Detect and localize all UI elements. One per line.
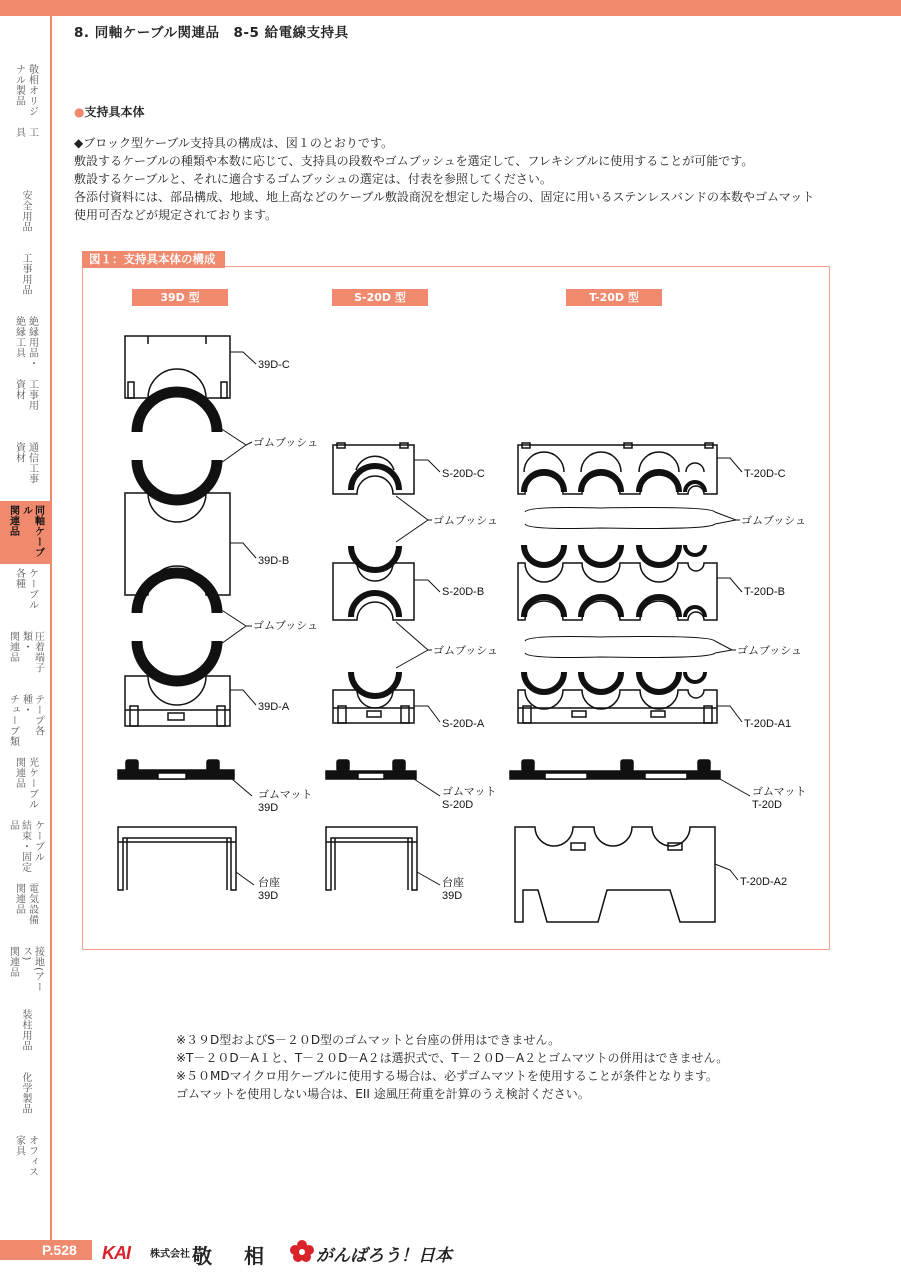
label-line: ゴムマット — [442, 786, 497, 798]
label-line: 台座 — [258, 877, 280, 889]
sidebar-item-label: 化学製品 — [20, 1072, 31, 1114]
mat-t20d — [510, 760, 720, 779]
section-title-text: 支持具本体 — [84, 105, 145, 119]
bush-t20d-2 — [524, 597, 705, 692]
sidebar-item-label: ケーブル — [26, 568, 38, 610]
label-line: ゴムマット — [258, 789, 313, 801]
label-39d-bush-1: ゴムブッシュ — [253, 437, 319, 449]
mat-39d — [118, 760, 234, 779]
bush-s20d-1 — [351, 466, 399, 570]
sidebar-item-label: 関連品 — [7, 631, 19, 663]
company-prefix: 株式会社 — [150, 1249, 190, 1260]
part-39d-b — [125, 493, 230, 595]
base-39d — [118, 827, 236, 890]
description-line: 敷設するケーブルと、それに適合するゴムブッシュの選定は、付表を参照してください。 — [74, 172, 552, 186]
label-s20d-bush-1: ゴムブッシュ — [433, 515, 499, 527]
sidebar-item-label: 通信工事 — [26, 442, 38, 484]
sidebar-item-label: 関連品 — [7, 505, 19, 537]
label-line: T-20D — [752, 799, 782, 811]
description-line: 敷設するケーブルの種類や本数に応じて、支持具の段数やゴムブッシュを選定して、フレキシブルに使用することが可能です。 — [74, 154, 754, 168]
type-label-s20d: S-20D 型 — [332, 289, 428, 306]
sidebar-item-label: 絶縁用品・ — [26, 316, 38, 369]
type-label-39d: 39D 型 — [132, 289, 228, 306]
mat-s20d — [326, 760, 416, 779]
sidebar-item-label: テープ各種・ — [20, 694, 44, 736]
bush-t20d-1 — [524, 472, 705, 565]
label-39d-a: 39D-A — [258, 701, 290, 713]
note-line: ※T－２０D－A１と、T－２０D－A２は選択式で、T－２０D－A２とゴムマツトの併用はできません。 — [176, 1051, 729, 1065]
sidebar-item-label: 工事用 — [26, 379, 38, 411]
sidebar-item-label: 資材 — [13, 379, 25, 400]
sakura-icon — [289, 1239, 315, 1263]
label-line: S-20D — [442, 799, 474, 811]
sidebar-item-label: オフィス — [26, 1135, 38, 1177]
bullet-dot-icon: ● — [74, 105, 85, 119]
sidebar-item-label: 関連品 — [7, 946, 19, 978]
label-s20d-bush-2: ゴムブッシュ — [433, 645, 499, 657]
bush-39d-2 — [137, 573, 217, 681]
type-label-t20d: T-20D 型 — [566, 289, 662, 306]
description-line: ◆ブロック型ケーブル支持具の構成は、図１のとおりです。 — [74, 136, 393, 150]
label-line: ゴムマット — [752, 786, 807, 798]
description-line: 使用可否などが規定されております。 — [74, 208, 278, 222]
label-s20d-a: S-20D-A — [442, 718, 485, 730]
note-line: ゴムマットを使用しない場合は、EII 途風圧荷重を計算のうえ検討ください。 — [176, 1087, 590, 1101]
label-s20d-mat — [442, 786, 496, 812]
sidebar-item-label: 工 — [26, 127, 38, 138]
page-number: P.528 — [42, 1242, 77, 1258]
label-line: 39D — [442, 890, 463, 902]
chapter-title: 8. 同軸ケーブル関連品 — [74, 25, 220, 41]
label-line: 39D — [258, 802, 279, 814]
bush-39d-1 — [137, 392, 217, 500]
base-s20d — [326, 827, 417, 890]
label-39d-base — [258, 877, 280, 903]
description-line: 各添付資料には、部品構成、地域、地上高などのケーブル敷設商況を想定した場合の、固定に用いるステンレスバンドの本数やゴムマット — [74, 190, 815, 204]
sidebar-item-label: 装柱用品 — [20, 1009, 31, 1051]
sidebar-item-label: 家具 — [13, 1135, 25, 1156]
notes — [176, 1031, 728, 1103]
section-number: 8-5 給電線支持具 — [233, 25, 349, 41]
sidebar-item-label: 関連品 — [13, 757, 25, 789]
sidebar-item-label: 関連品 — [13, 883, 25, 915]
sidebar-item-label: ケーブル — [32, 820, 44, 862]
company-name-first: 敬 — [192, 1244, 212, 1268]
part-t20d-a1 — [518, 690, 717, 723]
kai-logo: KAI — [102, 1243, 130, 1263]
figure-title: 図１：支持具本体の構成 — [82, 251, 225, 268]
label-t20d-bush-1: ゴムブッシュ — [741, 515, 807, 527]
sidebar-item-label: 工事用品 — [20, 253, 31, 295]
sidebar-item-label: 光ケーブル — [26, 757, 38, 810]
sidebar-item-label: 具 — [13, 127, 25, 138]
label-39d-b: 39D-B — [258, 555, 290, 567]
sidebar-item-label: 結束・固定品 — [7, 820, 31, 873]
note-line: ※５０MDマイクロ用ケーブルに使用する場合は、必ずゴムマツトを使用することが条件となります。 — [176, 1069, 718, 1083]
label-t20d-mat — [752, 786, 806, 812]
sidebar-item-label: 絶縁工具 — [13, 316, 25, 358]
part-t20d-a2 — [515, 827, 715, 922]
label-line: 台座 — [442, 877, 464, 889]
label-t20d-a1: T-20D-A1 — [744, 718, 792, 730]
sidebar-item-label: 同軸ケーブル — [20, 505, 44, 558]
sidebar-item-label: 圧着端子類・ — [20, 631, 44, 673]
sidebar-item-label: 接地(アース) — [20, 946, 44, 993]
label-39d-bush-2: ゴムブッシュ — [253, 620, 319, 632]
slogan: がんばろう！日本 — [316, 1246, 452, 1266]
label-s20d-b: S-20D-B — [442, 586, 485, 598]
label-t20d-c: T-20D-C — [744, 468, 786, 480]
label-t20d-b: T-20D-B — [744, 586, 785, 598]
label-line: 39D — [258, 890, 279, 902]
label-39d-c: 39D-C — [258, 359, 290, 371]
sidebar-item-label: 資材 — [13, 442, 25, 463]
company-name-second: 相 — [244, 1244, 264, 1268]
label-39d-mat — [258, 789, 312, 815]
label-t20d-a2: T-20D-A2 — [740, 876, 788, 888]
sidebar-item-label: 各種 — [13, 568, 25, 589]
sidebar-item-label: 安全用品 — [20, 190, 31, 232]
bush-s20d-2 — [351, 593, 399, 696]
sidebar-item-label: 電気設備 — [26, 883, 38, 925]
note-line: ※３９D型およびS－２０D型のゴムマットと台座の併用はできません。 — [176, 1033, 561, 1047]
label-s20d-base — [442, 877, 464, 903]
sidebar-item-label: チューブ類 — [7, 694, 19, 747]
label-t20d-bush-2: ゴムブッシュ — [737, 645, 803, 657]
label-s20d-c: S-20D-C — [442, 468, 485, 480]
sidebar-item-label: 敬相オリジ — [26, 64, 38, 117]
sidebar-item-label: ナル製品 — [13, 64, 25, 106]
